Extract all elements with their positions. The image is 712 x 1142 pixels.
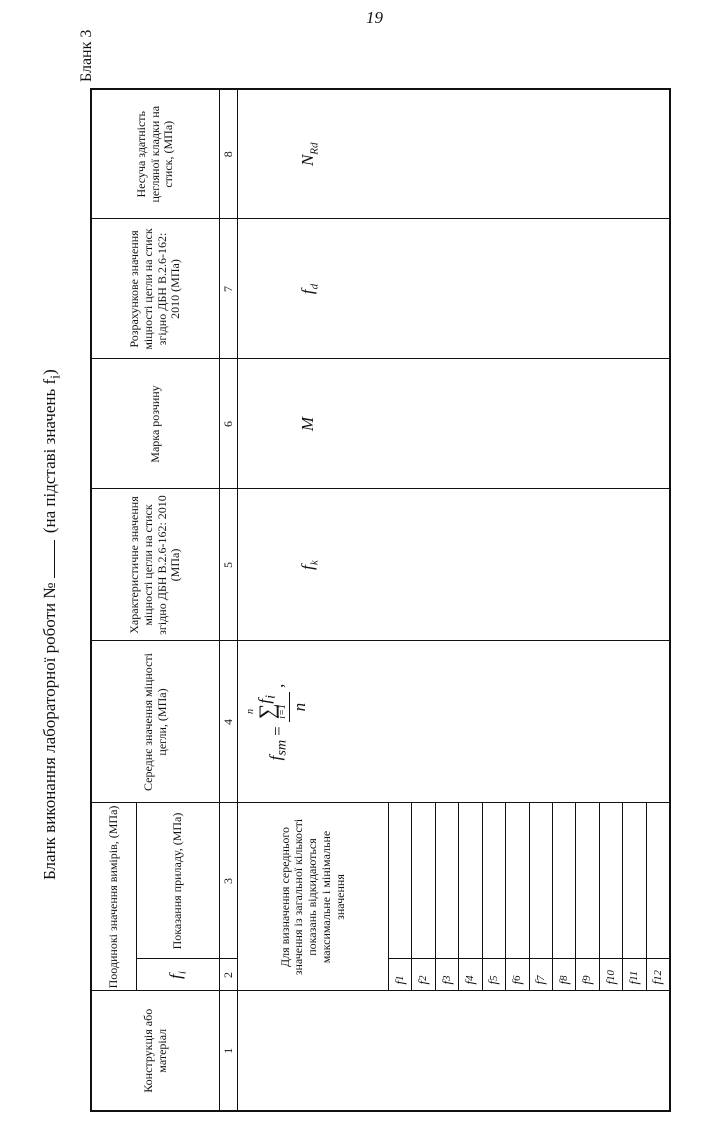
header-device-reading: Показання приладу, (МПа) bbox=[137, 803, 220, 959]
reading-input[interactable] bbox=[436, 804, 459, 959]
lab-number-blank[interactable] bbox=[54, 540, 55, 578]
m-symbol: M bbox=[238, 359, 671, 489]
construction-input[interactable] bbox=[238, 991, 671, 1111]
fi-item: f 7 bbox=[530, 960, 553, 991]
fi-values-column bbox=[389, 959, 671, 991]
mean-formula-cell bbox=[238, 641, 671, 803]
fi-item: f 8 bbox=[553, 960, 576, 991]
fi-item: f 1 bbox=[389, 960, 412, 991]
header-mean-strength: Середнє значення міцності цегли, (МПа) bbox=[91, 641, 220, 803]
page-title: Бланк виконання лабораторної роботи № (на підставі значень $f_i$) bbox=[40, 369, 64, 880]
reading-input[interactable] bbox=[600, 804, 623, 959]
fi-item: f 11 bbox=[623, 960, 646, 991]
fi-list bbox=[389, 960, 669, 991]
col-number-3: 3 bbox=[220, 803, 238, 959]
reading-input[interactable] bbox=[506, 804, 529, 959]
header-fi: $f_i$ bbox=[137, 959, 220, 991]
fi-item: f 2 bbox=[412, 960, 435, 991]
readings-column bbox=[389, 803, 671, 959]
fi-item: f 6 bbox=[506, 960, 529, 991]
reading-input[interactable] bbox=[389, 804, 412, 959]
fd-symbol: $f_d$ bbox=[238, 219, 671, 359]
fi-item: f 10 bbox=[600, 960, 623, 991]
reading-input[interactable] bbox=[530, 804, 553, 959]
header-mortar-grade: Марка розчину bbox=[91, 359, 220, 489]
lab-form-table bbox=[90, 88, 671, 1112]
fi-item: f 4 bbox=[459, 960, 482, 991]
nrd-symbol: $N_{Rd}$ bbox=[238, 89, 671, 219]
reading-input[interactable] bbox=[459, 804, 482, 959]
form-label: Бланк 3 bbox=[78, 29, 95, 82]
reading-input[interactable] bbox=[553, 804, 576, 959]
fi-item: f 9 bbox=[576, 960, 599, 991]
averaging-note: Для визначення середнього значення із загальної кількості показань відкидаються максимальне і мінімальне значення bbox=[238, 803, 389, 991]
reading-input[interactable] bbox=[483, 804, 506, 959]
header-construction: Конструкція або матеріал bbox=[91, 991, 220, 1111]
col-number-4: 4 bbox=[220, 641, 238, 803]
col-number-1: 1 bbox=[220, 991, 238, 1111]
fi-item: f 5 bbox=[483, 960, 506, 991]
mean-formula: $f_{sm}$ = n ∑ i=1 $f_i$ n , bbox=[245, 683, 309, 761]
col-number-2: 2 bbox=[220, 959, 238, 991]
fi-item: f 3 bbox=[436, 960, 459, 991]
reading-input[interactable] bbox=[623, 804, 646, 959]
reading-input[interactable] bbox=[647, 804, 669, 959]
reading-input[interactable] bbox=[412, 804, 435, 959]
fi-item: f 12 bbox=[649, 970, 665, 985]
col-number-6: 6 bbox=[220, 359, 238, 489]
header-single-values: Поодинокі значення вимірів, (МПа) bbox=[91, 803, 137, 991]
col-number-7: 7 bbox=[220, 219, 238, 359]
col-number-5: 5 bbox=[220, 489, 238, 641]
fk-symbol: $f_k$ bbox=[238, 489, 671, 641]
header-bearing-capacity: Несуча здатність цегляної кладки на стиск, (МПа) bbox=[91, 89, 220, 219]
reading-input[interactable] bbox=[576, 804, 599, 959]
header-design-strength: Розрахункове значення міцності цегли на стиск згідно ДБН В.2.6-162: 2010 (МПа) bbox=[91, 219, 220, 359]
page-number: 19 bbox=[366, 8, 383, 27]
readings-list bbox=[389, 804, 669, 959]
header-characteristic-strength: Характеристичне значення міцності цегли на стиск згідно ДБН В.2.6-162: 2010 (МПа) bbox=[91, 489, 220, 641]
col-number-8: 8 bbox=[220, 89, 238, 219]
